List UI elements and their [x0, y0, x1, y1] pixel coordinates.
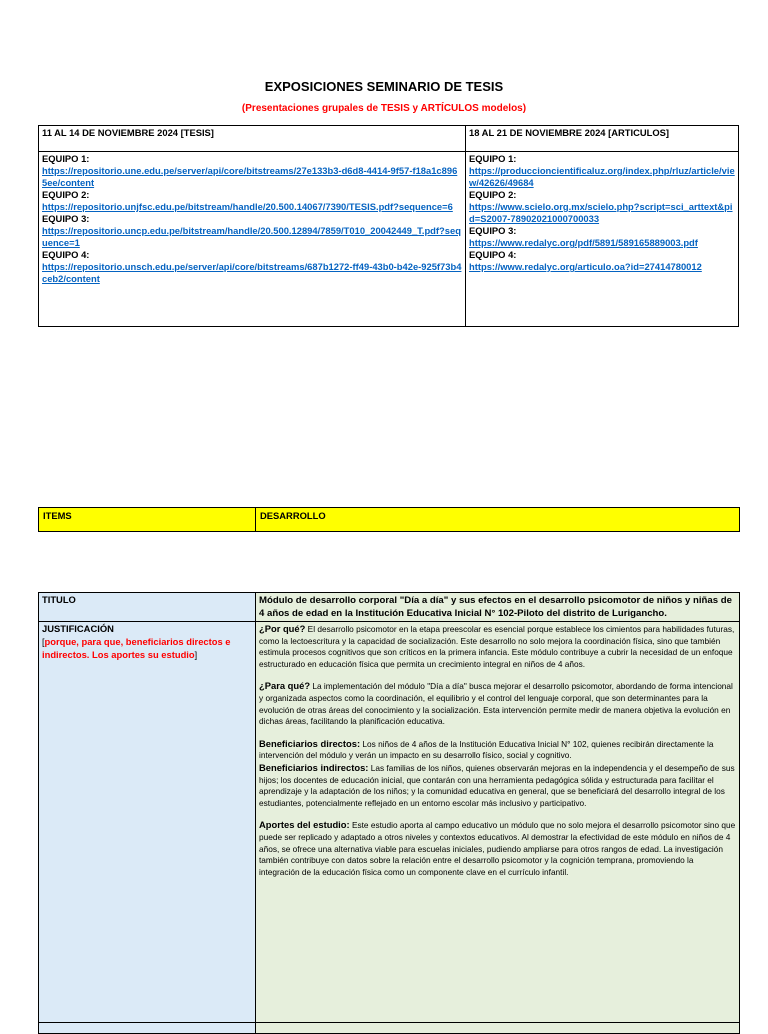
items-column-header: ITEMS [39, 508, 256, 532]
team-link[interactable]: https://www.redalyc.org/articulo.oa?id=27414780012 [469, 261, 702, 272]
team-label: EQUIPO 3: [42, 213, 90, 224]
beneficiarios-indirectos-paragraph: Beneficiarios indirectos: Las familias de los niños, quienes observarán mejoras en la independencia y el desempeño de sus hijos; los docentes de educación inicial, que contarán con una herramienta pedagógica sólida y estructurada para facilitar el aprendizaje y la adaptación de los niños; y la comunidad educativa en general, que se beneficiará del desarrollo integral de los estudiantes, potencialmente reflejado en un entorno escolar más inclusivo y participativo. [259, 761, 735, 808]
justificacion-content [256, 622, 740, 1023]
team-link[interactable]: https://repositorio.une.edu.pe/server/api/core/bitstreams/27e133b3-d6d8-4414-9f57-f18a1c8965ee/content [42, 165, 458, 188]
justificacion-label: JUSTIFICACIÓN [42, 623, 114, 634]
team-label: EQUIPO 3: [469, 225, 517, 236]
team-label: EQUIPO 2: [469, 189, 517, 200]
team-label: EQUIPO 2: [42, 189, 90, 200]
justificacion-label-cell [39, 622, 256, 1023]
thesis-week-heading: 11 AL 14 DE NOVIEMBRE 2024 [TESIS] [39, 126, 466, 152]
justificacion-note: [porque, para que, beneficiarios directos e indirectos. Los aportes su estudio] [42, 636, 231, 660]
desarrollo-column-header: DESARROLLO [256, 508, 740, 532]
research-table [38, 592, 740, 1034]
articles-teams-cell [466, 152, 739, 327]
team-link[interactable]: https://repositorio.unjfsc.edu.pe/bitstream/handle/20.500.14067/7390/TESIS.pdf?sequence=6 [42, 201, 453, 212]
beneficiarios-directos-paragraph: Beneficiarios directos: Los niños de 4 años de la Institución Educativa Inicial N° 102, quienes recibirán directamente la intervención del módulo y verán un impacto en su desarrollo físico, social y cognitivo. [259, 737, 714, 761]
team-link[interactable]: https://produccioncientificaluz.org/index.php/rluz/article/view/42626/49684 [469, 165, 735, 188]
document-subtitle: (Presentaciones grupales de TESIS y ARTÍCULOS modelos) [241, 103, 527, 114]
team-link[interactable]: https://repositorio.unsch.edu.pe/server/api/core/bitstreams/687b1272-ff49-43b0-b42e-925f73b4ceb2/content [42, 261, 462, 284]
por-que-paragraph: ¿Por qué? El desarrollo psicomotor en la etapa preescolar es esencial porque establece los cimientos para habilidades futuras, como la lectoescritura y la capacidad de socialización. Este desarrollo no solo mejora la coordinación física, sino que también estimula procesos cognitivos que son críticos en la primera infancia. Este módulo contribuye a cubrir la necesidad de un enfoque estructurado en educación física que permita un crecimiento integral en niños de 4 años. [259, 623, 735, 669]
next-row-content-cell [256, 1023, 740, 1034]
articles-week-heading: 18 AL 21 DE NOVIEMBRE 2024 [ARTICULOS] [466, 126, 739, 152]
para-que-paragraph: ¿Para qué? La implementación del módulo "Día a día" busca mejorar el desarrollo psicomotor, abordando de forma intencional y organizada aspectos como la coordinación, el equilibrio y el control del lenguaje corporal, que son determinantes para la evolución de otras áreas del conocimiento y la socialización. Esta intervención permite medir de manera objetiva la evolución en dichas áreas, facilitando la planificación educativa. [259, 680, 733, 727]
items-header-table [38, 507, 740, 532]
team-label: EQUIPO 1: [42, 153, 90, 164]
schedule-table [38, 125, 739, 327]
team-link[interactable]: https://repositorio.uncp.edu.pe/bitstream/handle/20.500.12894/7859/T010_20042449_T.pdf?sequence=1 [42, 225, 461, 248]
team-label: EQUIPO 4: [469, 249, 517, 260]
document-title: EXPOSICIONES SEMINARIO DE TESIS [264, 79, 504, 94]
aportes-paragraph: Aportes del estudio: Este estudio aporta al campo educativo un módulo que no solo mejora el desarrollo psicomotor sino que puede ser replicado y adaptado a otros niveles y contextos educativos. Al demostrar la efectividad de este módulo en niños de 4 años, se ofrece una alternativa viable para escuelas iniciales, pudiendo ampliarse para otros rangos de edad. La investigación también contribuye con datos sobre la relación entre el desarrollo psicomotor y la cognición temprana, promoviendo la integración de la educación física como un componente clave en el currículo infantil. [259, 819, 736, 877]
team-label: EQUIPO 4: [42, 249, 90, 260]
titulo-label: TITULO [39, 593, 256, 622]
titulo-value: Módulo de desarrollo corporal "Día a día" y sus efectos en el desarrollo psicomotor de niños y niñas de 4 años de edad en la Institución Educativa Inicial N° 102-Piloto del distrito de Lurigancho. [256, 593, 740, 622]
team-link[interactable]: https://www.scielo.org.mx/scielo.php?script=sci_arttext&pid=S2007-78902021000700033 [469, 201, 733, 224]
team-label: EQUIPO 1: [469, 153, 517, 164]
next-row-label-cell [39, 1023, 256, 1034]
team-link[interactable]: https://www.redalyc.org/pdf/5891/589165889003.pdf [469, 237, 698, 248]
thesis-teams-cell [39, 152, 466, 327]
